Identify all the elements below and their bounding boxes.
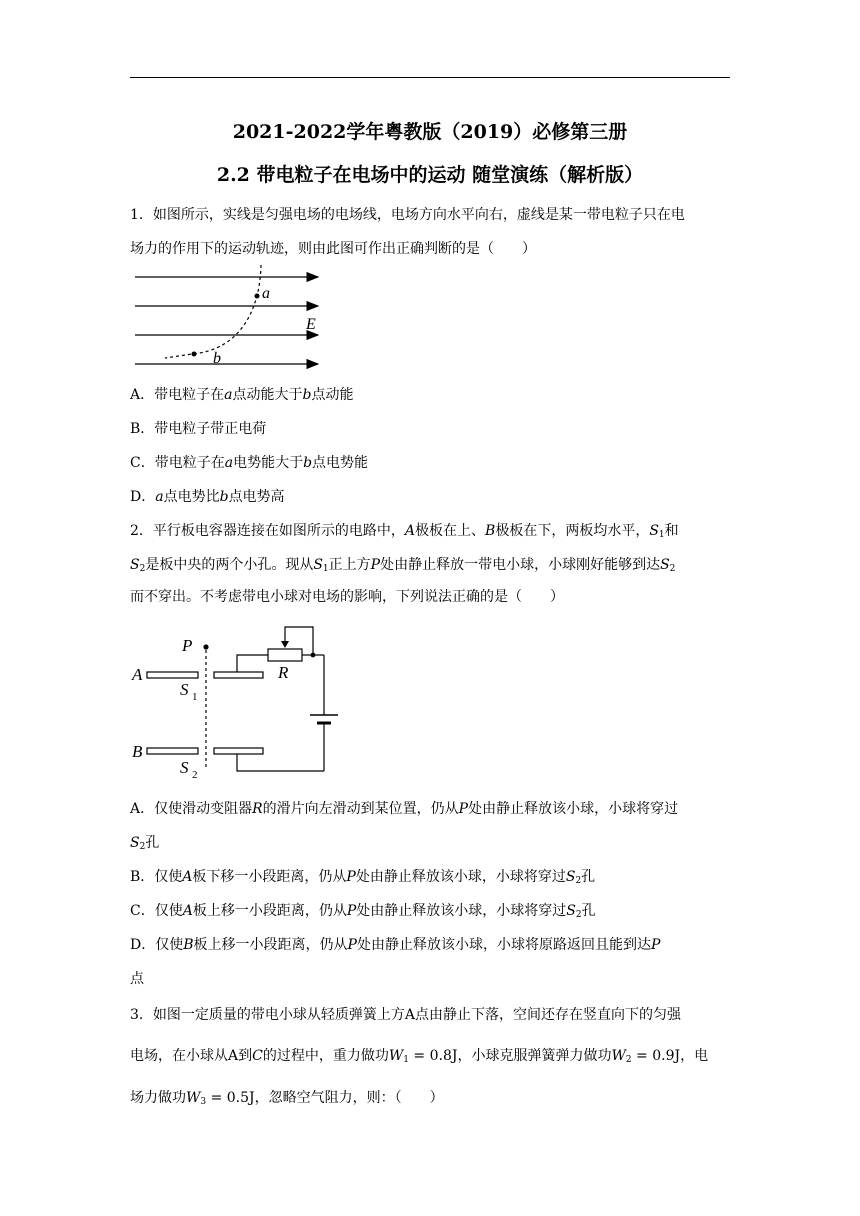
q3-stem-line-2: 电场，在小球从A到C的过程中，重力做功$W_1 = 0.8J$，小球克服弹簧弹力做功$W_2 = 0.9J$，电 (130, 1048, 709, 1065)
trajectory (165, 265, 261, 358)
point-b (192, 352, 197, 357)
q3-stem-line-3: 场力做功$W_3 = 0.5J$，忽略空气阻力，则：（ ） (130, 1090, 444, 1107)
q1-stem-line-1: 1．如图所示，实线是匀强电场的电场线，电场方向水平向右，虚线是某一带电粒子只在电 (130, 207, 685, 223)
q3-stem-line-1: 3．如图一定质量的带电小球从轻质弹簧上方A点由静止下落，空间还存在竖直向下的匀强 (130, 1007, 682, 1023)
svg-text:R: R (278, 663, 289, 682)
q1-option-c[interactable]: C．带电粒子在a电势能大于b点电势能 (130, 455, 369, 471)
label-a: a (262, 285, 270, 302)
point-a (255, 294, 260, 299)
svg-text:S: S (180, 758, 189, 777)
q1-option-a[interactable]: A．带电粒子在a点动能大于b点动能 (130, 387, 354, 403)
q1-option-d[interactable]: D．a点电势比b点电势高 (130, 489, 285, 505)
q2-option-a-line-1[interactable]: A．仅使滑动变阻器R的滑片向左滑动到某位置，仍从P处由静止释放该小球，小球将穿过 (130, 801, 679, 817)
q2-stem-line-2: $S_2$是板中央的两个小孔。现从$S_1$正上方P处由静止释放一带电小球，小球刚好能够到达$S_2$ (130, 557, 676, 574)
q2-option-d-line-2[interactable]: 点 (130, 971, 144, 987)
q2-stem-line-3: 而不穿出。不考虑带电小球对电场的影响，下列说法正确的是（ ） (130, 589, 564, 605)
q1-field-figure (130, 265, 330, 375)
plate-a-right (214, 672, 263, 678)
label-b: b (213, 350, 221, 367)
svg-text:A: A (132, 665, 143, 684)
svg-text:1: 1 (192, 691, 198, 703)
svg-text:S: S (180, 680, 189, 699)
plate-a-left (147, 672, 198, 678)
q2-option-d-line-1[interactable]: D．仅使B板上移一小段距离，仍从P处由静止释放该小球，小球将原路返回且能到达P (130, 937, 661, 953)
svg-text:P: P (182, 636, 193, 655)
plate-b-left (147, 748, 198, 754)
q1-stem-line-2: 场力的作用下的运动轨迹，则由此图可作出正确判断的是（ ） (130, 241, 536, 257)
q2-stem-line-1: 2．平行板电容器连接在如图所示的电路中，A极板在上、B极板在下，两板均水平，$S_1$和 (130, 523, 679, 540)
svg-text:B: B (132, 742, 143, 761)
q1-option-b[interactable]: B．带电粒子带正电荷 (130, 421, 267, 437)
q2-circuit-figure (130, 625, 350, 785)
svg-text:2: 2 (192, 769, 198, 781)
plate-b-right (214, 748, 263, 754)
q2-option-b[interactable]: B．仅使A板下移一小段距离，仍从P处由静止释放该小球，小球将穿过$S_2$孔 (130, 869, 596, 886)
title-line-1: 2021-2022学年粤教版（2019）必修第三册 (232, 121, 628, 143)
q2-option-a-line-2[interactable]: $S_2$孔 (130, 835, 160, 852)
label-E: E (306, 316, 316, 333)
header-rule (130, 77, 730, 78)
q2-option-c[interactable]: C．仅使A板上移一小段距离，仍从P处由静止释放该小球，小球将穿过$S_2$孔 (130, 903, 596, 920)
title-line-2: 2.2 带电粒子在电场中的运动 随堂演练（解析版） (216, 164, 644, 186)
rheostat (268, 649, 302, 661)
